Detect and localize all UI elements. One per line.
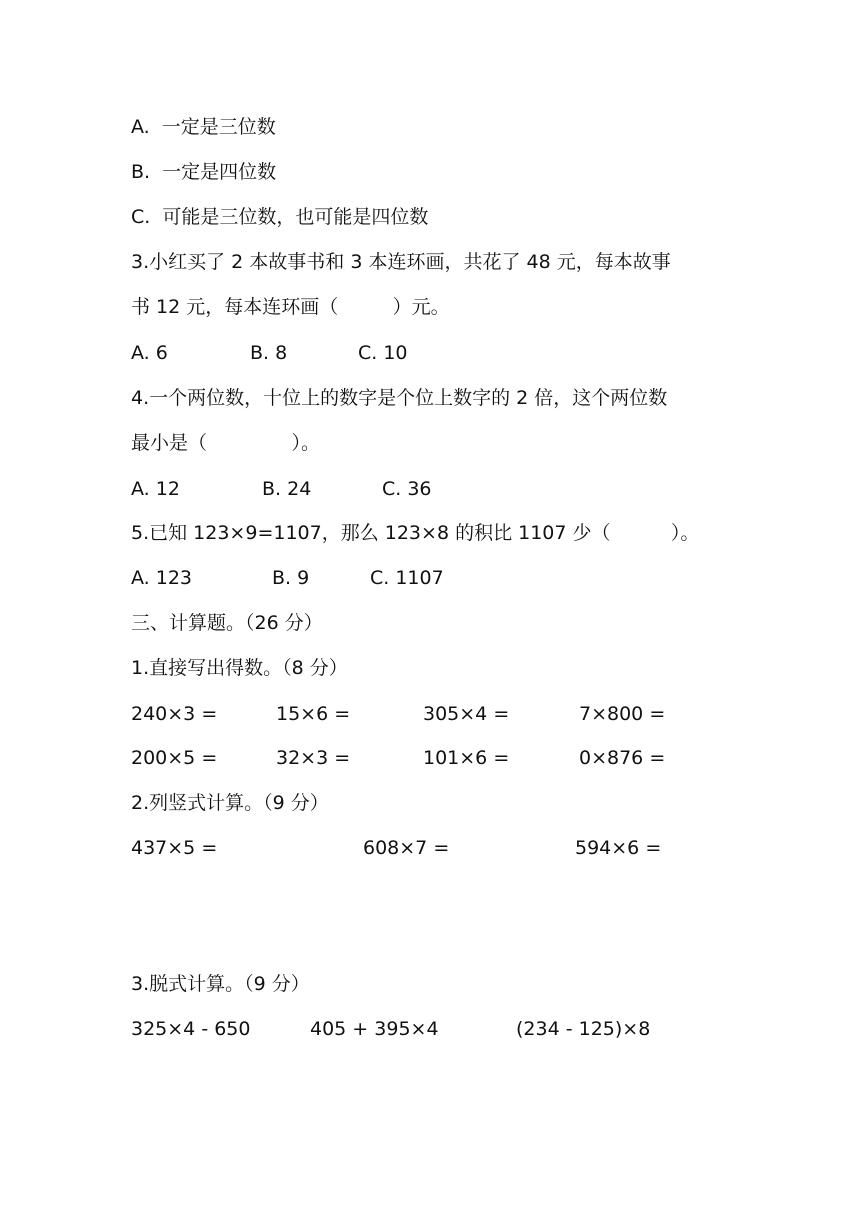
stepwise-calc-item: 325×4 - 650 <box>131 1018 251 1040</box>
q5-option-a: A. 123 <box>131 567 193 589</box>
calc-item: 0×876 = <box>579 747 666 769</box>
stepwise-calc-item: 405 + 395×4 <box>310 1018 439 1040</box>
q2-option-a: A. 一定是三位数 <box>131 116 276 138</box>
calc-item: 200×5 = <box>131 747 218 769</box>
vertical-calc-item: 437×5 = <box>131 837 218 859</box>
vertical-calc-item: 594×6 = <box>575 837 662 859</box>
calc-item: 32×3 = <box>276 747 351 769</box>
part3-title: 3.脱式计算。（9 分） <box>131 973 310 995</box>
q3-option-c: C. 10 <box>358 342 408 364</box>
q4-option-c: C. 36 <box>382 478 432 500</box>
calc-item: 7×800 = <box>579 703 666 725</box>
stepwise-calc-item: (234 - 125)×8 <box>516 1018 651 1040</box>
q2-option-b: B. 一定是四位数 <box>131 161 277 183</box>
part2-title: 2.列竖式计算。（9 分） <box>131 792 329 814</box>
q2-option-c: C. 可能是三位数，也可能是四位数 <box>131 206 429 228</box>
q5-option-b: B. 9 <box>272 567 310 589</box>
q3-line2: 书 12 元，每本连环画（ ）元。 <box>131 296 450 318</box>
calc-item: 305×4 = <box>423 703 510 725</box>
q3-option-a: A. 6 <box>131 342 168 364</box>
q3-option-b: B. 8 <box>250 342 288 364</box>
vertical-calc-item: 608×7 = <box>363 837 450 859</box>
section3-title: 三、计算题。（26 分） <box>131 612 323 634</box>
calc-item: 101×6 = <box>423 747 510 769</box>
q4-line1: 4.一个两位数，十位上的数字是个位上数字的 2 倍，这个两位数 <box>131 387 668 409</box>
calc-item: 240×3 = <box>131 703 218 725</box>
part1-title: 1.直接写出得数。（8 分） <box>131 657 348 679</box>
q5-option-c: C. 1107 <box>370 567 444 589</box>
q3-line1: 3.小红买了 2 本故事书和 3 本连环画，共花了 48 元，每本故事 <box>131 251 671 273</box>
calc-item: 15×6 = <box>276 703 351 725</box>
q4-line2: 最小是（ ）。 <box>131 432 321 454</box>
q4-option-b: B. 24 <box>262 478 312 500</box>
q5-line1: 5.已知 123×9=1107，那么 123×8 的积比 1107 少（ ）。 <box>131 522 700 544</box>
q4-option-a: A. 12 <box>131 478 180 500</box>
